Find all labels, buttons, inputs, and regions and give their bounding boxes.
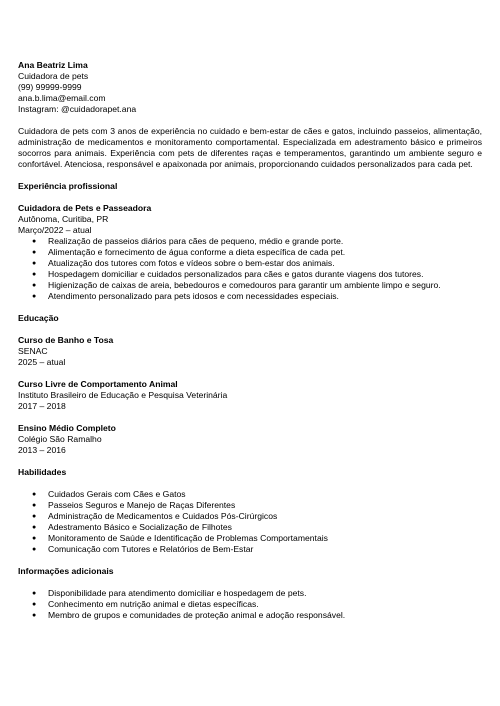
instagram: Instagram: @cuidadorapet.ana [18, 104, 137, 114]
education-entry [18, 379, 482, 412]
education-entry [18, 335, 482, 368]
list-item: ● Comunicação com Tutores e Relatórios de Bem-Estar [18, 544, 482, 555]
course-period: 2025 – atual [18, 357, 66, 367]
job-location: Autônoma, Curitiba, PR [18, 214, 109, 224]
list-item: ● Cuidados Gerais com Cães e Gatos [18, 489, 482, 500]
phone: (99) 99999-9999 [18, 82, 82, 92]
list-item: ● Higienização de caixas de areia, bebedouros e comedouros para garantir um ambiente limpo e seguro. [18, 280, 482, 291]
experience-title: Experiência profissional [18, 181, 118, 191]
job-title: Cuidadora de Pets e Passeadora [18, 203, 152, 213]
header [18, 60, 482, 115]
course-name: Curso Livre de Comportamento Animal [18, 379, 178, 389]
resume-page [18, 60, 482, 621]
list-item: ● Realização de passeios diários para cães de pequeno, médio e grande porte. [18, 236, 482, 247]
summary: Cuidadora de pets com 3 anos de experiência no cuidado e bem-estar de cães e gatos, incluindo passeios, alimentação, administração de medicamentos e monitoramento comportamental. Especializada em adestramento básico e primeiros socorros para animais. Experiência com pets de diferentes raças e temperamentos, garantindo um ambiente seguro e confortável. Atenciosa, responsável e apaixonada por animais, proporcionando cuidados personalizados para cada pet. [18, 126, 482, 169]
course-name: Ensino Médio Completo [18, 423, 116, 433]
list-item: ● Conhecimento em nutrição animal e dietas específicas. [18, 599, 482, 610]
list-item: ● Hospedagem domiciliar e cuidados personalizados para cães e gatos durante viagens dos tutores. [18, 269, 482, 280]
experience-list [18, 236, 482, 302]
list-item: ● Monitoramento de Saúde e Identificação de Problemas Comportamentais [18, 533, 482, 544]
skills-list [18, 489, 482, 555]
list-item: ● Administração de Medicamentos e Cuidados Pós-Cirúrgicos [18, 511, 482, 522]
email: ana.b.lima@email.com [18, 93, 106, 103]
list-item: ● Alimentação e fornecimento de água conforme a dieta específica de cada pet. [18, 247, 482, 258]
list-item: ● Atualização dos tutores com fotos e vídeos sobre o bem-estar dos animais. [18, 258, 482, 269]
course-period: 2013 – 2016 [18, 445, 66, 455]
skills-title: Habilidades [18, 467, 67, 477]
list-item: ● Passeios Seguros e Manejo de Raças Diferentes [18, 500, 482, 511]
course-name: Curso de Banho e Tosa [18, 335, 114, 345]
candidate-name: Ana Beatriz Lima [18, 60, 88, 70]
school-name: Colégio São Ramalho [18, 434, 102, 444]
list-item: ● Membro de grupos e comunidades de proteção animal e adoção responsável. [18, 610, 482, 621]
education-entry [18, 423, 482, 456]
list-item: ● Atendimento personalizado para pets idosos e com necessidades especiais. [18, 291, 482, 302]
course-period: 2017 – 2018 [18, 401, 66, 411]
list-item: ● Disponibilidade para atendimento domiciliar e hospedagem de pets. [18, 588, 482, 599]
candidate-role: Cuidadora de pets [18, 71, 89, 81]
school-name: SENAC [18, 346, 48, 356]
education-title: Educação [18, 313, 59, 323]
list-item: ● Adestramento Básico e Socialização de Filhotes [18, 522, 482, 533]
school-name: Instituto Brasileiro de Educação e Pesquisa Veterinária [18, 390, 228, 400]
job-period: Março/2022 – atual [18, 225, 92, 235]
additional-title: Informações adicionais [18, 566, 114, 576]
additional-list [18, 588, 482, 621]
